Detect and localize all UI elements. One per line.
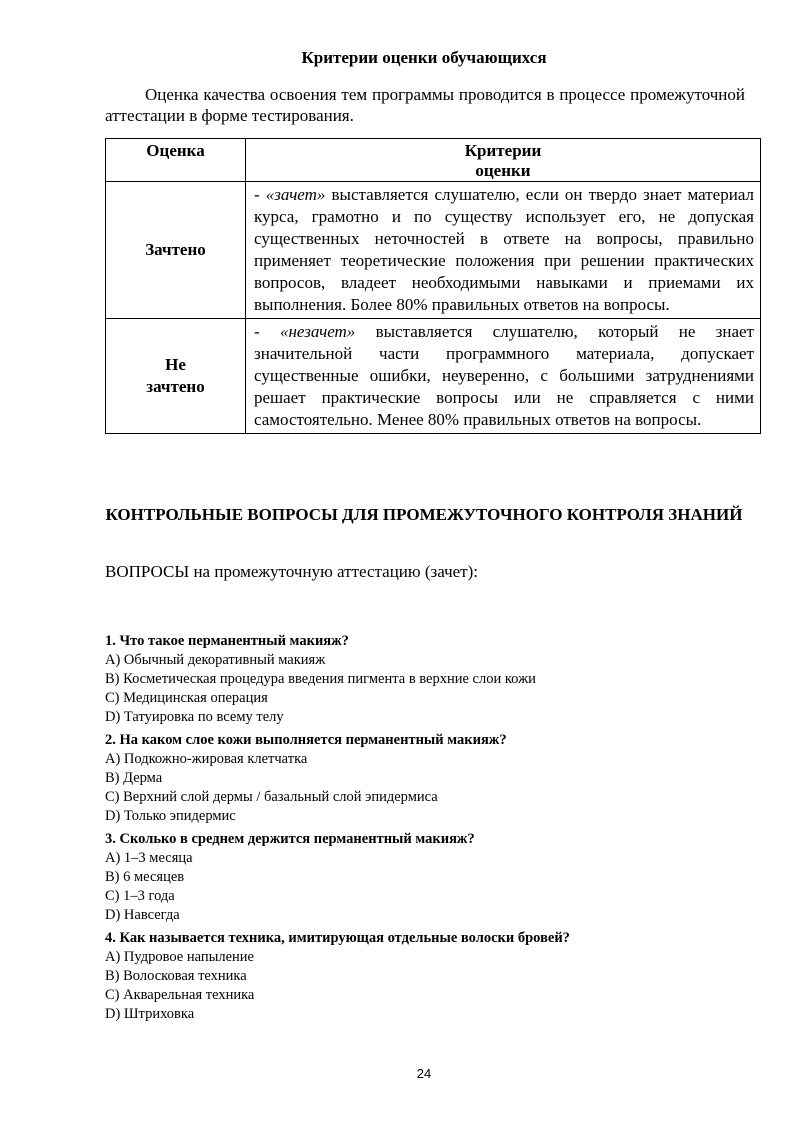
answer-option: C) 1–3 года [105,888,175,904]
criteria-header [246,139,761,182]
question-item [105,830,765,925]
criteria-term: «незачет» [279,322,356,341]
answer-option: D) Навсегда [105,907,180,923]
answer-option: A) Подкожно-жировая клетчатка [105,751,308,767]
criteria-header-line1: Критерии [464,141,542,160]
criteria-passed [246,182,761,319]
answer-option: D) Татуировка по всему телу [105,709,284,725]
question-item [105,731,765,826]
answer-option: C) Акварельная техника [105,987,255,1003]
question-item [105,929,765,1024]
grade-failed [106,319,246,434]
question-text: 4. Как называется техника, имитирующая отдельные волоски бровей? [105,930,570,946]
criteria-header-line2: оценки [475,161,531,180]
questions-intro: ВОПРОСЫ на промежуточную аттестацию (зачет): [105,562,478,581]
table-row [106,319,761,434]
grade-passed: Зачтено [106,182,246,319]
intro-paragraph: Оценка качества освоения тем программы проводится в процессе промежуточной аттестации в форме тестирования. [105,85,745,125]
criteria-prefix: - [254,322,280,341]
answer-option: B) Дерма [105,770,163,786]
answer-option: D) Только эпидермис [105,808,236,824]
answer-option: A) Обычный декоративный макияж [105,652,326,668]
criteria-prefix: - [254,185,266,204]
question-item [105,632,765,727]
criteria-text: выставляется слушателю, если он твердо знает материал курса, грамотно и по существу использует его, не допуская существенных неточностей в ответе на вопросы, правильно применяет теоретические положения при решении практических вопросов, владеет необходимыми навыками и приемами их выполнения. Более 80% правильных ответов на вопросы. [254,185,754,314]
criteria-title: Критерии оценки обучающихся [301,48,547,67]
answer-option: A) Пудровое напыление [105,949,254,965]
answer-option: B) Косметическая процедура введения пигмента в верхние слои кожи [105,671,536,687]
page-number: 24 [416,1066,432,1081]
criteria-text: выставляется слушателю, который не знает значительной части программного материала, допускает существенные ошибки, неуверенно, с большими затруднениями решает практические вопросы или не справляется с ними самостоятельно. Менее 80% правильных ответов на вопросы. [254,322,754,429]
grade-header: Оценка [106,139,246,182]
answer-option: B) Волосковая техника [105,968,247,984]
answer-option: A) 1–3 месяца [105,850,193,866]
answer-option: B) 6 месяцев [105,869,185,885]
criteria-term: «зачет» [265,185,326,204]
answer-option: D) Штриховка [105,1006,195,1022]
table-row [106,182,761,319]
criteria-table [105,138,761,434]
answer-option: C) Верхний слой дермы / базальный слой эпидермиса [105,789,438,805]
questions-list [105,632,765,1028]
section-title: КОНТРОЛЬНЫЕ ВОПРОСЫ ДЛЯ ПРОМЕЖУТОЧНОГО КОНТРОЛЯ ЗНАНИЙ [105,505,743,524]
question-text: 2. На каком слое кожи выполняется перманентный макияж? [105,732,507,748]
answer-option: C) Медицинская операция [105,690,268,706]
question-text: 1. Что такое перманентный макияж? [105,633,349,649]
grade-failed-line1: Не [165,355,186,374]
criteria-failed [246,319,761,434]
question-text: 3. Сколько в среднем держится перманентный макияж? [105,831,475,847]
grade-failed-line2: зачтено [146,377,205,396]
table-header-row [106,139,761,182]
